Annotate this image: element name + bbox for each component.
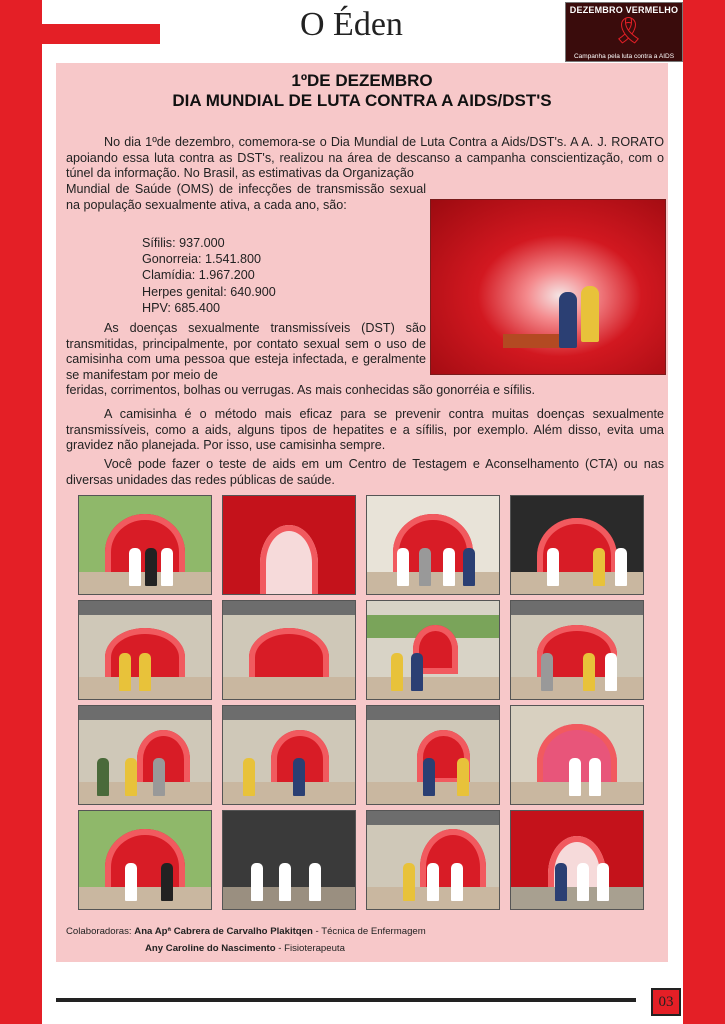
stat-item: Clamídia: 1.967.200 [142,268,255,283]
gallery-photo [510,810,644,910]
gallery-photo [78,495,212,595]
information-tunnel-photo [430,199,666,375]
left-red-border [0,0,42,1024]
photo-person [559,292,577,348]
gallery-photo [366,810,500,910]
paragraph-4: Você pode fazer o teste de aids em um Centro de Testagem e Aconselhamento (CTA) ou nas diversas unidades das redes públicas de saúde. [66,457,664,487]
stat-item: Gonorreia: 1.541.800 [142,252,262,267]
gallery-photo [78,810,212,910]
credit-name-2: Any Caroline do Nascimento [145,943,276,954]
footer-rule [56,998,636,1002]
gallery-photo [222,600,356,700]
article-panel [56,63,668,962]
paragraph-1: No dia 1ºde dezembro, comemora-se o Dia Mundial de Luta Contra a Aids/DST's. A A. J. RORATO apoiando essa luta contra as DST's, realizou na área de descanso a campanha conscientização, com o túnel da informação. No Brasil, as estimativas da Organização [66,135,664,180]
right-red-border [683,0,725,1024]
stat-item: HPV: 685.400 [142,300,220,315]
paragraph-2: As doenças sexualmente transmissíveis (DST) são transmitidas, principalmente, por contato sexual sem o uso de camisinha com uma pessoa que esteja infectada, e geralmente se manifestam por meio de [66,321,426,382]
top-red-stripe [42,24,160,44]
gallery-photo [222,810,356,910]
credit-role-2: - Fisioterapeuta [275,943,345,954]
stat-item: Sífilis: 937.000 [142,236,225,250]
page-number: 03 [651,988,681,1016]
paragraph-2-continued: feridas, corrimentos, bolhas ou verrugas. As mais conhecidas são gonorréia e sífilis. [66,383,535,397]
badge-title: DEZEMBRO VERMELHO [569,5,679,15]
gallery-photo [78,705,212,805]
masthead-title: O Éden [300,6,403,43]
gallery-photo [510,705,644,805]
photo-table [503,334,563,348]
credits [66,923,426,957]
credit-name-1: Ana Apª Cabrera de Carvalho Plakitqen [134,926,313,937]
gallery-photo [78,600,212,700]
dezembro-vermelho-badge [565,2,683,62]
gallery-photo [222,495,356,595]
gallery-photo [366,705,500,805]
paragraph-1-continued: Mundial de Saúde (OMS) de infecções de transmissão sexual na população sexualmente ativa, a cada ano, são: [66,182,426,212]
gallery-photo [222,705,356,805]
article-title [56,71,668,111]
gallery-photo [510,600,644,700]
photo-person [581,286,599,342]
title-line-2: DIA MUNDIAL DE LUTA CONTRA A AIDS/DST'S [172,91,552,110]
gallery-photo [366,600,500,700]
credits-label: Colaboradoras: [66,926,135,937]
title-line-1: 1ºDE DEZEMBRO [291,71,433,90]
paragraph-3: A camisinha é o método mais eficaz para se prevenir contra muitas doenças sexualmente transmissíveis, como a aids, alguns tipos de hepatites e a sífilis, por exemplo. Além disso, evita uma gravidez não planejada. Por isso, use camisinha sempre. [66,407,664,452]
stat-item: Herpes genital: 640.900 [142,284,276,299]
photo-gallery [78,495,646,911]
credit-role-1: - Técnica de Enfermagem [312,926,426,937]
gallery-photo [510,495,644,595]
sti-statistics-list [142,235,276,316]
badge-subtitle: Campanha pela luta contra a AIDS [573,53,675,60]
ribbon-icon: 🎗 [612,15,646,45]
gallery-photo [366,495,500,595]
